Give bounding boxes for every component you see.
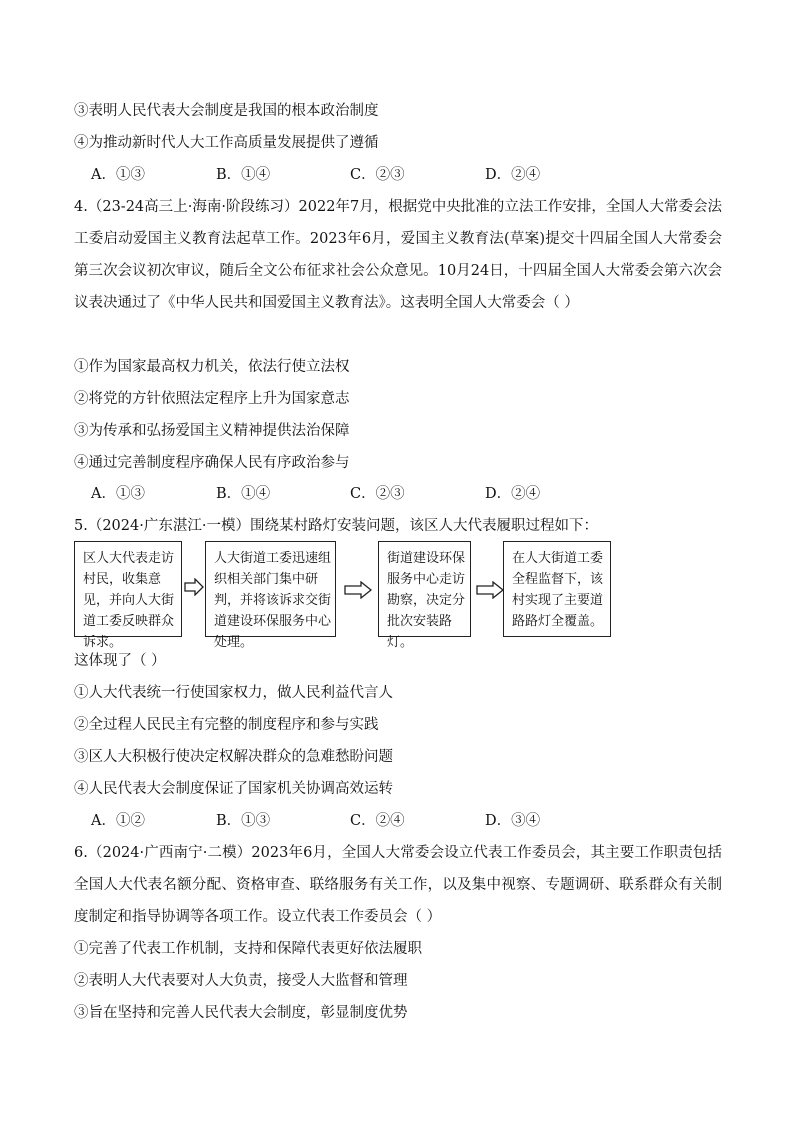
q6-item-3: ③旨在坚持和完善人民代表大会制度，彰显制度优势 xyxy=(74,1005,408,1021)
q3-item-3: ③表明人民代表大会制度是我国的根本政治制度 xyxy=(74,103,379,119)
q5-option-b[interactable]: B．①③ xyxy=(216,813,271,829)
q6-item-1: ①完善了代表工作机制，支持和保障代表更好依法履职 xyxy=(74,941,422,957)
q5-item-2: ②全过程人民民主有完整的制度程序和参与实践 xyxy=(74,717,379,733)
q6-item-2: ②表明人大代表要对人大负责，接受人大监督和管理 xyxy=(74,973,408,989)
q3-option-d[interactable]: D．②④ xyxy=(485,167,541,183)
q5-stem: 5.（2024·广东湛江·一模）围绕某村路灯安装问题，该区人大代表履职过程如下： xyxy=(74,518,598,534)
q4-item-2: ②将党的方针依照法定程序上升为国家意志 xyxy=(74,391,350,407)
flow-arrow-icon xyxy=(343,581,373,599)
q6-stem: 6.（2024·广西南宁·二模）2023年6月，全国人大常委会设立代表工作委员会，其主要工作职责包括全国人大代表名额分配、资格审查、联络服务有关工作，以及集中视察、专题调研、联系群众有关制度制定和指导协调等各项工作。设立代表工作委员会（ ） xyxy=(74,845,722,925)
q5-item-4: ④人民代表大会制度保证了国家机关协调高效运转 xyxy=(74,781,393,797)
q3-option-c[interactable]: C．②③ xyxy=(350,167,405,183)
flow-step-3: 街道建设环保服务中心走访勘察，决定分批次安装路灯。 xyxy=(378,541,471,637)
q5-option-a[interactable]: A．①② xyxy=(91,813,145,829)
q4-item-3: ③为传承和弘扬爱国主义精神提供法治保障 xyxy=(74,423,350,439)
q5-item-1: ①人大代表统一行使国家权力，做人民利益代言人 xyxy=(74,685,393,701)
q4-item-4: ④通过完善制度程序确保人民有序政治参与 xyxy=(74,455,350,471)
flow-step-2: 人大街道工委迅速组织相关部门集中研判，并将该诉求交街道建设环保服务中心处理。 xyxy=(205,541,336,637)
q3-option-a[interactable]: A．①③ xyxy=(91,167,145,183)
q4-stem: 4.（23-24高三上·海南·阶段练习）2022年7月，根据党中央批准的立法工作安排，全国人大常委会法工委启动爱国主义教育法起草工作。2023年6月，爱国主义教育法(草案)提交十四届全国人大常委会第三次会议初次审议，随后全文公布征求社会公众意见。10月24日，十四届全国人大常委会第六次会议表决通过了《中华人民共和国爱国主义教育法》。这表明全国人大常委会（ ） xyxy=(74,199,722,311)
q4-option-c[interactable]: C．②③ xyxy=(350,486,405,502)
q5-option-d[interactable]: D．③④ xyxy=(485,813,541,829)
q5-option-c[interactable]: C．②④ xyxy=(350,813,405,829)
flow-step-1: 区人大代表走访村民，收集意见，并向人大街道工委反映群众诉求。 xyxy=(74,541,182,637)
q4-option-a[interactable]: A．①③ xyxy=(91,486,145,502)
q4-option-d[interactable]: D．②④ xyxy=(485,486,541,502)
q4-item-1: ①作为国家最高权力机关，依法行使立法权 xyxy=(74,359,350,375)
q3-item-4: ④为推动新时代人大工作高质量发展提供了遵循 xyxy=(74,135,379,151)
flow-arrow-icon xyxy=(183,578,205,596)
flow-arrow-icon xyxy=(475,581,505,599)
q4-option-b[interactable]: B．①④ xyxy=(216,486,271,502)
flow-step-4: 在人大街道工委全程监督下，该村实现了主要道路路灯全覆盖。 xyxy=(503,541,611,637)
q3-option-b[interactable]: B．①④ xyxy=(216,167,271,183)
q5-item-3: ③区人大积极行使决定权解决群众的急难愁盼问题 xyxy=(74,749,393,765)
q5-prompt: 这体现了（ ） xyxy=(74,653,166,669)
